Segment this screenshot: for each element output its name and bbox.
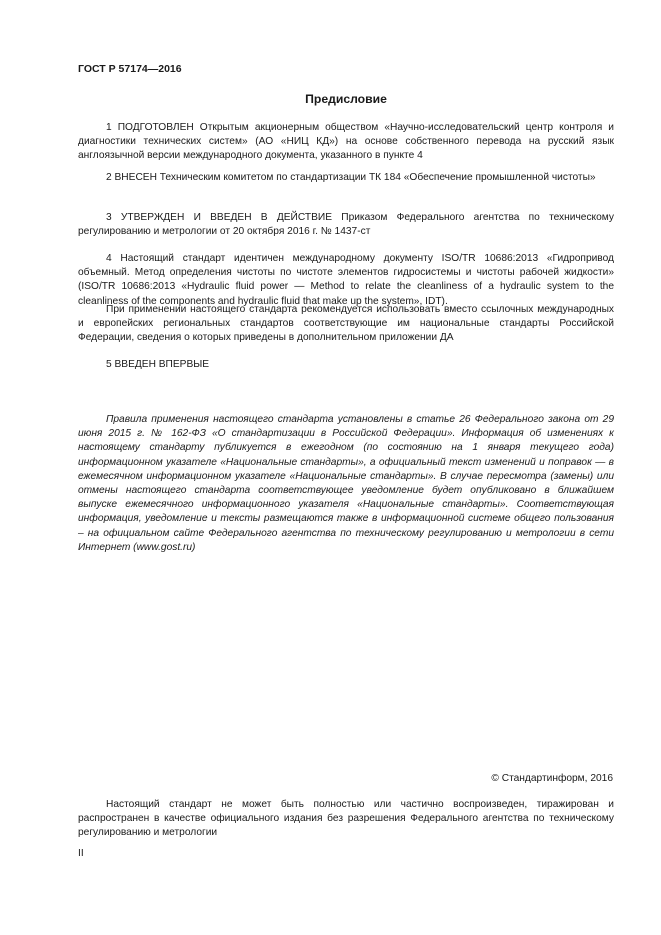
- preface-item-2: 2 ВНЕСЕН Техническим комитетом по стандартизации ТК 184 «Обеспечение промышленной чистоты»: [106, 172, 596, 183]
- rules-note: Правила применения настоящего стандарта установлены в статье 26 Федерального закона от 29 июня 2015 г. № 162-ФЗ «О стандартизации в Российской Федерации». Информация об изменениях к настоящему стандарту публикуется в ежегодном (по состоянию на 1 января текущего года) информационном указателе «Национальные стандарты», а официальный текст изменений и поправок — в ежемесячном информационном указателе «Национальные стандарты». В случае пересмотра (замены) или отмены настоящего стандарта соответствующее уведомление будет опубликовано в ближайшем выпуске ежемесячного информационного указателя «Национальные стандарты». Соответствующая информация, уведомление и тексты размещаются также в информационной системе общего пользования – на официальном сайте Федерального агентства по техническому регулированию и метрологии в сети Интернет (www.gost.ru): [78, 414, 614, 553]
- document-code: ГОСТ Р 57174—2016: [78, 63, 182, 75]
- preface-item-5: 5 ВВЕДЕН ВПЕРВЫЕ: [106, 359, 210, 370]
- page-number: II: [78, 848, 84, 859]
- reproduction-notice: Настоящий стандарт не может быть полностью или частично воспроизведен, тиражирован и распространен в качестве официального издания без разрешения Федерального агентства по техническому регулированию и метрологии: [78, 799, 614, 839]
- preface-item-1: 1 ПОДГОТОВЛЕН Открытым акционерным обществом «Научно-исследовательский центр контроля и диагностики технических систем» (АО «НИЦ КД») на основе собственного перевода на русский язык англоязычной версии международного документа, указанного в пункте 4: [78, 122, 614, 162]
- preface-item-3: 3 УТВЕРЖДЕН И ВВЕДЕН В ДЕЙСТВИЕ Приказом Федерального агентства по техническому регулированию и метрологии от 20 октября 2016 г. № 1437-ст: [78, 212, 614, 238]
- preface-item-4: 4 Настоящий стандарт идентичен международному документу ISO/TR 10686:2013 «Гидропривод объемный. Метод определения чистоты по чистоте элементов гидросистемы и чистоты рабочей жидкости» (ISO/TR 10686:2013 «Hydraulic fluid power — Method to relate the cleanliness of a hydraulic system to the cleanliness of the components and hydraulic fluid that make up the system», IDT).: [78, 253, 614, 307]
- preface-title: Предисловие: [305, 92, 387, 106]
- copyright: © Стандартинформ, 2016: [491, 773, 613, 784]
- preface-item-4-note: При применении настоящего стандарта рекомендуется использовать вместо ссылочных международных и европейских региональных стандартов соответствующие им национальные стандарты Российской Федерации, сведения о которых приведены в дополнительном приложении ДА: [78, 304, 614, 344]
